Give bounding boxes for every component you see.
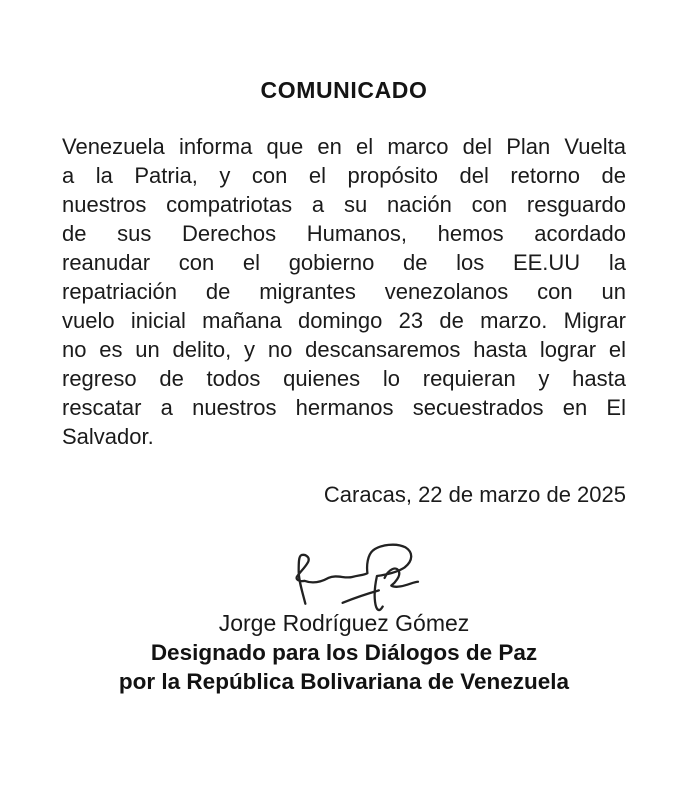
- body-line: vuelo inicial mañana domingo 23 de marzo. Migrar: [62, 308, 626, 333]
- body-line: no es un delito, y no descansaremos hasta lograr el: [62, 337, 626, 362]
- dateline: Caracas, 22 de marzo de 2025: [323, 482, 626, 507]
- signature-block: [62, 535, 626, 619]
- body-line: regreso de todos quienes lo requieran y hasta: [62, 366, 626, 391]
- signatory-name: Jorge Rodríguez Gómez: [218, 610, 470, 636]
- page-title: COMUNICADO: [260, 77, 428, 103]
- body-line: reanudar con el gobierno de los EE.UU la: [62, 250, 626, 275]
- signatory-role-line2: por la República Bolivariana de Venezuela: [118, 669, 570, 694]
- body-line: repatriación de migrantes venezolanos con un: [62, 279, 626, 304]
- body-line: Salvador.: [62, 424, 154, 449]
- body-line: de sus Derechos Humanos, hemos acordado: [62, 221, 626, 246]
- body-line: a la Patria, y con el propósito del retorno de: [62, 163, 626, 188]
- signatory-role-line1: Designado para los Diálogos de Paz: [150, 640, 538, 665]
- signature-scribble-icon: [275, 535, 435, 619]
- body-line: Venezuela informa que en el marco del Plan Vuelta: [62, 134, 626, 159]
- body-line: rescatar a nuestros hermanos secuestrados en El: [62, 395, 626, 420]
- body-line: nuestros compatriotas a su nación con resguardo: [62, 192, 626, 217]
- signatory-block: [62, 609, 626, 696]
- body-paragraph: [62, 132, 626, 451]
